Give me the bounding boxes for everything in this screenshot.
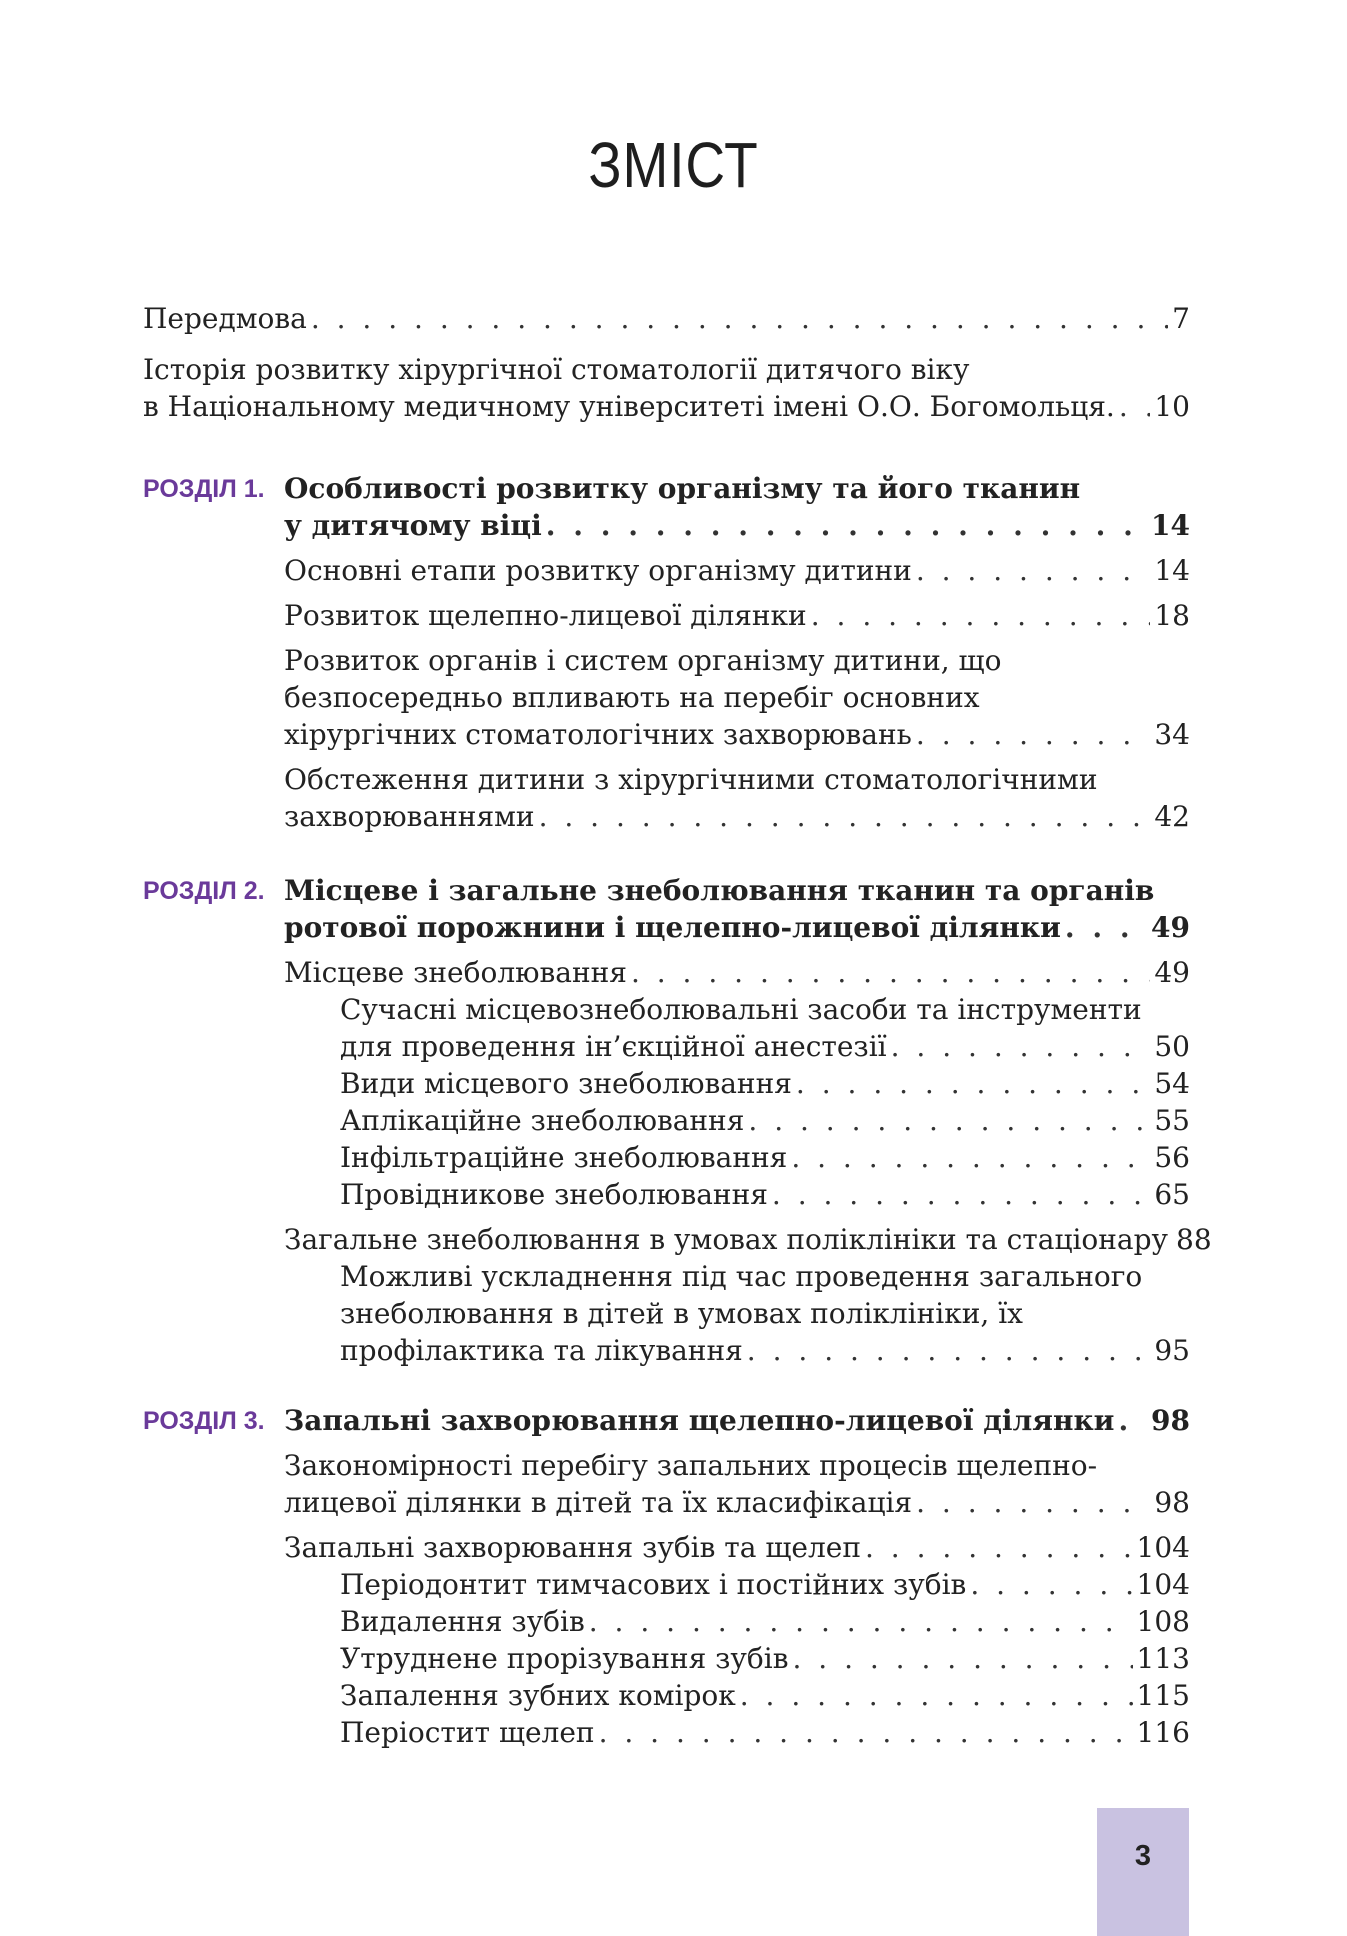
- toc-entry-text: безпосередньо впливають на перебіг основних: [284, 681, 980, 714]
- toc-page-number: 95: [1154, 1334, 1190, 1367]
- toc-entry-text: Утруднене прорізування зубів: [340, 1642, 789, 1675]
- toc-subentry: [340, 1102, 1190, 1139]
- toc-subentry: [340, 1640, 1190, 1677]
- section-heading: [284, 1402, 1190, 1439]
- toc-page-number: 49: [1151, 911, 1190, 944]
- front-matter-entry: [143, 351, 1190, 425]
- toc-entry: [284, 552, 1190, 589]
- toc-entry: [284, 954, 1190, 991]
- toc-entry: [284, 1221, 1212, 1258]
- toc-entry-text: Історія розвитку хірургічної стоматології дитячого віку: [143, 353, 970, 386]
- front-matter-entry: [143, 300, 1190, 337]
- toc-page-number: 34: [1154, 718, 1190, 751]
- toc-page-number: 18: [1154, 599, 1190, 632]
- dot-leader: [539, 798, 1151, 835]
- section-heading: [284, 470, 1190, 544]
- toc-page-number: 104: [1136, 1568, 1190, 1601]
- dot-leader: [311, 300, 1168, 337]
- toc-entry: [284, 761, 1190, 835]
- dot-leader: [1118, 1402, 1147, 1439]
- page-title: ЗМІСТ: [588, 129, 759, 201]
- toc-entry-text: хірургічних стоматологічних захворювань: [284, 718, 912, 751]
- toc-page-number: 10: [1154, 390, 1190, 423]
- toc-entry-text: Розвиток щелепно-лицевої ділянки: [284, 599, 807, 632]
- toc-entry-text: Запальні захворювання зубів та щелеп: [284, 1531, 861, 1564]
- toc-entry-text: ротової порожнини і щелепно-лицевої ділянки: [284, 911, 1061, 944]
- dot-leader: [865, 1529, 1133, 1566]
- dot-leader: [916, 716, 1150, 753]
- toc-page-number: 65: [1154, 1178, 1190, 1211]
- toc-subentry: [340, 1139, 1190, 1176]
- toc-entry: [284, 642, 1190, 753]
- dot-leader: [546, 507, 1147, 544]
- dot-leader: [796, 1065, 1150, 1102]
- toc-subentry: [340, 1065, 1190, 1102]
- toc-page-number: 88: [1176, 1223, 1212, 1256]
- toc-entry-text: знеболювання в дітей в умовах поліклініки, їх: [340, 1297, 1023, 1330]
- dot-leader: [792, 1640, 1132, 1677]
- toc-page-number: 7: [1172, 302, 1190, 335]
- toc-entry-text: Аплікаційне знеболювання: [340, 1104, 745, 1137]
- section-heading: [284, 872, 1190, 946]
- toc-page-number: 42: [1154, 800, 1190, 833]
- section-label: РОЗДІЛ 1.: [143, 475, 265, 503]
- toc-entry-text: Види місцевого знеболювання: [340, 1067, 792, 1100]
- dot-leader: [631, 954, 1150, 991]
- toc-entry-text: Запалення зубних комірок: [340, 1679, 736, 1712]
- toc-entry: [284, 1447, 1190, 1521]
- toc-entry-text: Місцеве знеболювання: [284, 956, 627, 989]
- toc-entry-text: Запальні захворювання щелепно-лицевої ділянки: [284, 1404, 1115, 1437]
- toc-page-number: 104: [1136, 1531, 1190, 1564]
- toc-subentry: [340, 1714, 1190, 1751]
- dot-leader: [1065, 909, 1147, 946]
- dot-leader: [811, 597, 1151, 634]
- toc-entry-text: Особливості розвитку організму та його тканин: [284, 472, 1081, 505]
- toc-entry-text: Закономірності перебігу запальних процесів щелепно-: [284, 1449, 1098, 1482]
- toc-page-number: 115: [1136, 1679, 1190, 1712]
- toc-page-number: 49: [1154, 956, 1190, 989]
- page-number-tab: [1097, 1808, 1189, 1936]
- toc-page-number: 56: [1154, 1141, 1190, 1174]
- toc-subentry: [340, 1677, 1190, 1714]
- dot-leader: [589, 1603, 1133, 1640]
- dot-leader: [747, 1332, 1151, 1369]
- toc-entry-text: лицевої ділянки в дітей та їх класифікація: [284, 1486, 913, 1519]
- toc-entry-text: Видалення зубів: [340, 1605, 585, 1638]
- toc-subentry: [340, 1603, 1190, 1640]
- toc-entry-text: Обстеження дитини з хірургічними стоматологічними: [284, 763, 1098, 796]
- toc-page-number: 50: [1154, 1030, 1190, 1063]
- section-label: РОЗДІЛ 2.: [143, 877, 265, 905]
- dot-leader: [740, 1677, 1133, 1714]
- toc-subentry: [340, 1258, 1190, 1369]
- dot-leader: [599, 1714, 1133, 1751]
- toc-subentry: [340, 991, 1190, 1065]
- toc-entry: [284, 597, 1190, 634]
- toc-entry-text: профілактика та лікування: [340, 1334, 743, 1367]
- page-number: 3: [1134, 1840, 1152, 1872]
- dot-leader: [970, 1566, 1132, 1603]
- toc-entry-text: Розвиток органів і систем організму дитини, що: [284, 644, 1002, 677]
- dot-leader: [916, 552, 1151, 589]
- dot-leader: [772, 1176, 1150, 1213]
- toc-page-number: 98: [1151, 1404, 1190, 1437]
- toc-page-number: 116: [1136, 1716, 1190, 1749]
- toc-entry-text: Періодонтит тимчасових і постійних зубів: [340, 1568, 967, 1601]
- toc-entry: [284, 1529, 1190, 1566]
- toc-entry-text: в Національному медичному університеті імені О.О. Богомольця.: [143, 390, 1115, 423]
- toc-entry-text: Основні етапи розвитку організму дитини: [284, 554, 912, 587]
- toc-entry-text: Періостит щелеп: [340, 1716, 595, 1749]
- dot-leader: [1119, 388, 1151, 425]
- dot-leader: [916, 1484, 1150, 1521]
- toc-subentry: [340, 1566, 1190, 1603]
- dot-leader: [891, 1028, 1151, 1065]
- toc-entry-text: Місцеве і загальне знеболювання тканин та органів: [284, 874, 1155, 907]
- toc-entry-text: Сучасні місцевознеболювальні засоби та інструменти: [340, 993, 1142, 1026]
- toc-entry-text: Інфільтраційне знеболювання: [340, 1141, 788, 1174]
- toc-entry-text: Передмова: [143, 302, 307, 335]
- toc-page-number: 113: [1136, 1642, 1190, 1675]
- toc-subentry: [340, 1176, 1190, 1213]
- toc-entry-text: Провідникове знеболювання: [340, 1178, 768, 1211]
- toc-entry-text: у дитячому віці: [284, 509, 542, 542]
- toc-entry-text: Можливі ускладнення під час проведення загального: [340, 1260, 1143, 1293]
- toc-page-number: 14: [1151, 509, 1190, 542]
- dot-leader: [748, 1102, 1150, 1139]
- toc-page-number: 98: [1154, 1486, 1190, 1519]
- toc-page-number: 14: [1154, 554, 1190, 587]
- toc-page-number: 55: [1154, 1104, 1190, 1137]
- toc-entry-text: захворюваннями: [284, 800, 535, 833]
- toc-page-number: 108: [1136, 1605, 1190, 1638]
- toc-entry-text: для проведення ін’єкційної анестезії: [340, 1030, 887, 1063]
- section-label: РОЗДІЛ 3.: [143, 1407, 265, 1435]
- toc-page-number: 54: [1154, 1067, 1190, 1100]
- toc-entry-text: Загальне знеболювання в умовах поліклініки та стаціонару: [284, 1223, 1169, 1256]
- dot-leader: [791, 1139, 1150, 1176]
